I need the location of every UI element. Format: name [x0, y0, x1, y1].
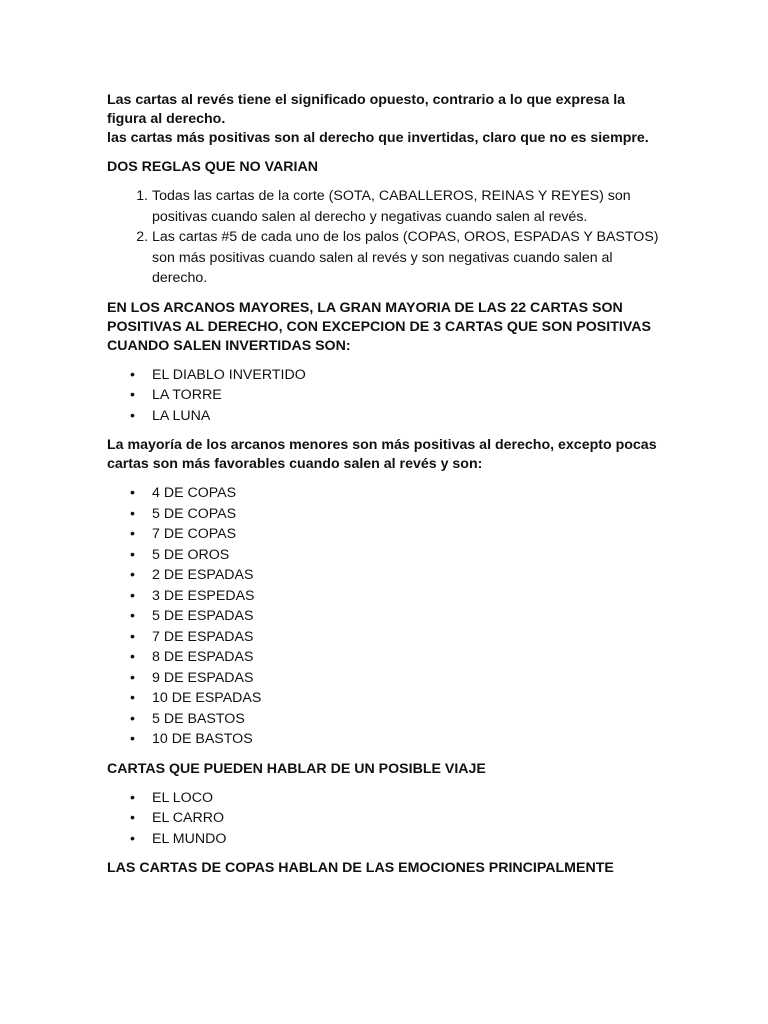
minor-arcana-heading: La mayoría de los arcanos menores son más positivas al derecho, excepto pocas cartas son más favorables cuando salen al revés y son:	[107, 437, 657, 472]
list-item: • 8 DE ESPADAS	[152, 647, 667, 668]
list-item: • 7 DE ESPADAS	[152, 627, 667, 648]
intro-block	[107, 91, 667, 148]
travel-list	[107, 788, 667, 850]
cups-heading: LAS CARTAS DE COPAS HABLAN DE LAS EMOCIONES PRINCIPALMENTE	[107, 860, 614, 876]
intro-paragraph-1: Las cartas al revés tiene el significado opuesto, contrario a lo que expresa la figura al derecho.	[107, 92, 626, 127]
major-arcana-list	[107, 365, 667, 427]
list-item: • EL MUNDO	[152, 829, 667, 850]
list-item: • EL LOCO	[152, 788, 667, 809]
list-item: • EL CARRO	[152, 808, 667, 829]
list-item: • EL DIABLO INVERTIDO	[152, 365, 667, 386]
list-item: • 7 DE COPAS	[152, 524, 667, 545]
list-item: • 5 DE COPAS	[152, 504, 667, 525]
minor-arcana-list	[107, 483, 667, 750]
list-item: • 5 DE ESPADAS	[152, 606, 667, 627]
major-arcana-heading: EN LOS ARCANOS MAYORES, LA GRAN MAYORIA DE LAS 22 CARTAS SON POSITIVAS AL DERECHO, CON EXCEPCION DE 3 CARTAS QUE SON POSITIVAS CUANDO SALEN INVERTIDAS SON:	[107, 299, 651, 354]
list-item: • 2 DE ESPADAS	[152, 565, 667, 586]
list-item: • 3 DE ESPEDAS	[152, 586, 667, 607]
list-item: 2. Las cartas #5 de cada uno de los palos (COPAS, OROS, ESPADAS Y BASTOS) son más positivas cuando salen al revés y son negativas cuando salen al derecho.	[152, 227, 667, 289]
list-item: • 10 DE ESPADAS	[152, 688, 667, 709]
rules-heading: DOS REGLAS QUE NO VARIAN	[107, 159, 318, 175]
list-item: • 5 DE OROS	[152, 545, 667, 566]
document-page	[107, 91, 667, 887]
list-item: 1. Todas las cartas de la corte (SOTA, CABALLEROS, REINAS Y REYES) son positivas cuando salen al derecho y negativas cuando salen al revés.	[152, 186, 667, 227]
list-item: • 9 DE ESPADAS	[152, 668, 667, 689]
intro-paragraph-2: las cartas más positivas son al derecho que invertidas, claro que no es siempre.	[107, 130, 649, 146]
list-item: • LA TORRE	[152, 385, 667, 406]
list-item: • 10 DE BASTOS	[152, 729, 667, 750]
list-item: • 4 DE COPAS	[152, 483, 667, 504]
travel-heading: CARTAS QUE PUEDEN HABLAR DE UN POSIBLE VIAJE	[107, 760, 486, 777]
rules-list	[107, 186, 667, 289]
list-item: • LA LUNA	[152, 406, 667, 427]
list-item: • 5 DE BASTOS	[152, 709, 667, 730]
